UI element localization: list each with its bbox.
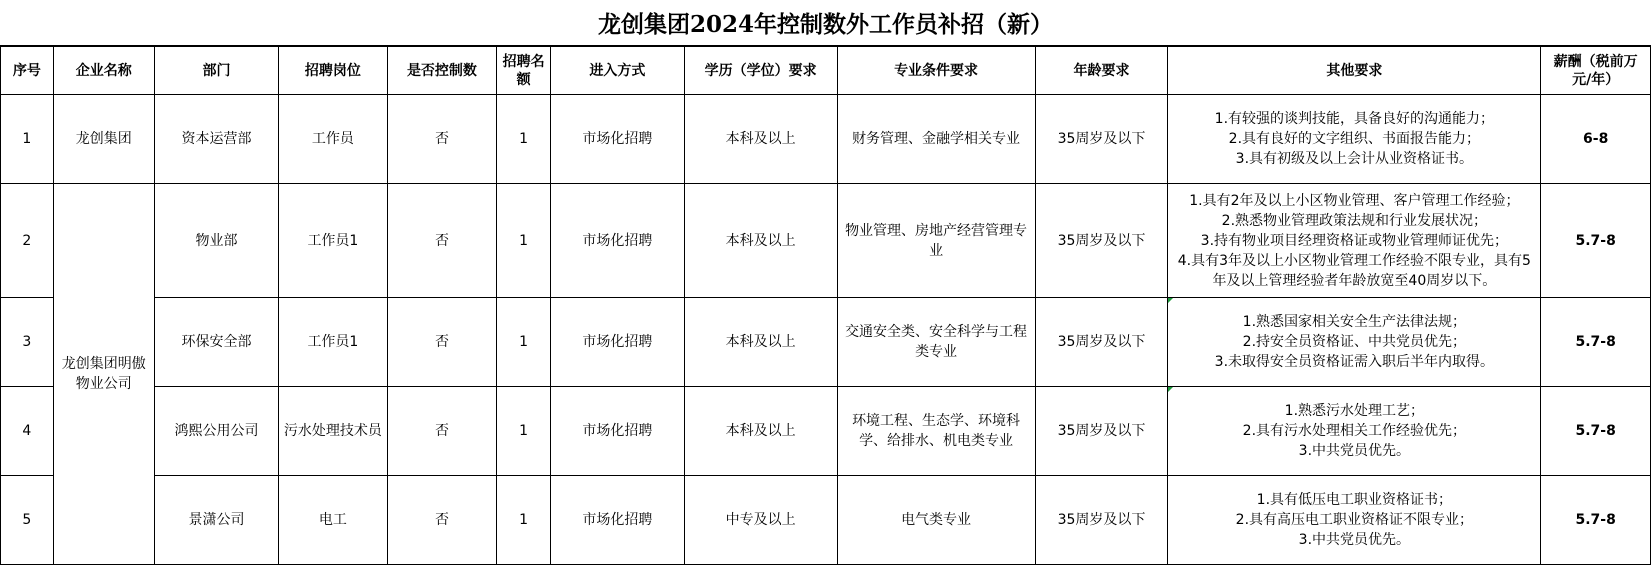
cell-control[interactable]: 否 xyxy=(387,95,497,184)
requirement-line: 1.有较强的谈判技能，具备良好的沟通能力； xyxy=(1214,111,1495,127)
cell-education[interactable]: 本科及以上 xyxy=(684,95,837,184)
cell-entry[interactable]: 市场化招聘 xyxy=(550,476,684,565)
cell-quota[interactable]: 1 xyxy=(497,298,551,387)
header-cell-dept[interactable]: 部门 xyxy=(154,47,278,95)
header-cell-quota[interactable]: 招聘名额 xyxy=(497,47,551,95)
cell-no[interactable]: 3 xyxy=(1,298,54,387)
cell-entry[interactable]: 市场化招聘 xyxy=(550,95,684,184)
header-cell-other[interactable]: 其他要求 xyxy=(1168,47,1541,95)
cell-age[interactable]: 35周岁及以下 xyxy=(1035,298,1168,387)
cell-entry[interactable]: 市场化招聘 xyxy=(550,184,684,298)
requirement-line: 4.具有3年及以上小区物业管理工作经验不限专业，具有5年及以上管理经验者年龄放宽至40周岁以下。 xyxy=(1177,252,1531,289)
cell-education[interactable]: 本科及以上 xyxy=(684,184,837,298)
cell-age[interactable]: 35周岁及以下 xyxy=(1035,95,1168,184)
cell-age[interactable]: 35周岁及以下 xyxy=(1035,476,1168,565)
header-cell-age[interactable]: 年龄要求 xyxy=(1035,47,1168,95)
cell-company[interactable]: 龙创集团 xyxy=(53,95,154,184)
header-cell-company[interactable]: 企业名称 xyxy=(53,47,154,95)
cell-education[interactable]: 本科及以上 xyxy=(684,387,837,476)
cell-quota[interactable]: 1 xyxy=(497,184,551,298)
cell-dept[interactable]: 环保安全部 xyxy=(154,298,278,387)
header-cell-no[interactable]: 序号 xyxy=(1,47,54,95)
comment-marker-icon xyxy=(1168,387,1173,392)
cell-quota[interactable]: 1 xyxy=(497,476,551,565)
cell-dept[interactable]: 资本运营部 xyxy=(154,95,278,184)
cell-age[interactable]: 35周岁及以下 xyxy=(1035,184,1168,298)
cell-position[interactable]: 工作员1 xyxy=(279,298,388,387)
header-cell-position[interactable]: 招聘岗位 xyxy=(279,47,388,95)
cell-control[interactable]: 否 xyxy=(387,387,497,476)
header-cell-salary[interactable]: 薪酬（税前万元/年） xyxy=(1541,47,1651,95)
header-row xyxy=(1,47,1651,95)
header-cell-entry[interactable]: 进入方式 xyxy=(550,47,684,95)
cell-position[interactable]: 电工 xyxy=(279,476,388,565)
cell-entry[interactable]: 市场化招聘 xyxy=(550,387,684,476)
cell-other[interactable] xyxy=(1168,184,1541,298)
cell-salary[interactable]: 5.7-8 xyxy=(1541,184,1651,298)
header-cell-education[interactable]: 学历（学位）要求 xyxy=(684,47,837,95)
cell-no[interactable]: 2 xyxy=(1,184,54,298)
cell-control[interactable]: 否 xyxy=(387,184,497,298)
table-row xyxy=(1,95,1651,184)
cell-control[interactable]: 否 xyxy=(387,476,497,565)
cell-no[interactable]: 4 xyxy=(1,387,54,476)
cell-control[interactable]: 否 xyxy=(387,298,497,387)
cell-no[interactable]: 1 xyxy=(1,95,54,184)
requirement-line: 3.中共党员优先。 xyxy=(1298,443,1411,459)
requirement-line: 1.熟悉国家相关安全生产法律法规； xyxy=(1242,314,1467,330)
requirement-line: 2.具有污水处理相关工作经验优先； xyxy=(1242,423,1467,439)
cell-major[interactable]: 电气类专业 xyxy=(837,476,1035,565)
requirement-line: 3.持有物业项目经理资格证或物业管理师证优先； xyxy=(1200,232,1509,249)
recruitment-table xyxy=(0,46,1651,565)
cell-major[interactable]: 交通安全类、安全科学与工程类专业 xyxy=(837,298,1035,387)
requirement-line: 1.具有低压电工职业资格证书； xyxy=(1256,492,1453,508)
table-row xyxy=(1,298,1651,387)
cell-position[interactable]: 工作员1 xyxy=(279,184,388,298)
requirement-line: 3.未取得安全员资格证需入职后半年内取得。 xyxy=(1214,354,1495,370)
cell-position[interactable]: 工作员 xyxy=(279,95,388,184)
cell-dept[interactable]: 物业部 xyxy=(154,184,278,298)
cell-salary[interactable]: 5.7-8 xyxy=(1541,476,1651,565)
cell-other[interactable] xyxy=(1168,476,1541,565)
cell-position[interactable]: 污水处理技术员 xyxy=(279,387,388,476)
cell-major[interactable]: 物业管理、房地产经营管理专业 xyxy=(837,184,1035,298)
cell-age[interactable]: 35周岁及以下 xyxy=(1035,387,1168,476)
requirement-line: 2.具有高压电工职业资格证不限专业； xyxy=(1235,512,1474,528)
requirement-line: 2.熟悉物业管理政策法规和行业发展状况； xyxy=(1221,212,1488,229)
page-title: 龙创集团2024年控制数外工作员补招（新） xyxy=(0,0,1651,46)
cell-education[interactable]: 中专及以上 xyxy=(684,476,837,565)
cell-quota[interactable]: 1 xyxy=(497,387,551,476)
table-row xyxy=(1,476,1651,565)
comment-marker-icon xyxy=(1168,298,1173,303)
cell-entry[interactable]: 市场化招聘 xyxy=(550,298,684,387)
header-cell-control[interactable]: 是否控制数 xyxy=(387,47,497,95)
requirement-line: 1.熟悉污水处理工艺； xyxy=(1284,403,1425,419)
cell-no[interactable]: 5 xyxy=(1,476,54,565)
cell-quota[interactable]: 1 xyxy=(497,95,551,184)
cell-other[interactable] xyxy=(1168,387,1541,476)
table-row xyxy=(1,184,1651,298)
table-row xyxy=(1,387,1651,476)
requirement-line: 3.具有初级及以上会计从业资格证书。 xyxy=(1235,151,1474,167)
cell-dept[interactable]: 景潇公司 xyxy=(154,476,278,565)
requirement-line: 1.具有2年及以上小区物业管理、客户管理工作经验； xyxy=(1189,192,1520,209)
cell-education[interactable]: 本科及以上 xyxy=(684,298,837,387)
header-cell-major[interactable]: 专业条件要求 xyxy=(837,47,1035,95)
requirement-line: 2.持安全员资格证、中共党员优先； xyxy=(1242,334,1467,350)
cell-salary[interactable]: 5.7-8 xyxy=(1541,387,1651,476)
cell-other[interactable] xyxy=(1168,298,1541,387)
cell-salary[interactable]: 5.7-8 xyxy=(1541,298,1651,387)
requirement-line: 2.具有良好的文字组织、书面报告能力； xyxy=(1228,131,1481,147)
cell-major[interactable]: 环境工程、生态学、环境科学、给排水、机电类专业 xyxy=(837,387,1035,476)
cell-other[interactable] xyxy=(1168,95,1541,184)
cell-dept[interactable]: 鸿熙公用公司 xyxy=(154,387,278,476)
cell-major[interactable]: 财务管理、金融学相关专业 xyxy=(837,95,1035,184)
requirement-line: 3.中共党员优先。 xyxy=(1298,532,1411,548)
cell-salary[interactable]: 6-8 xyxy=(1541,95,1651,184)
cell-company-merged[interactable]: 龙创集团明傲物业公司 xyxy=(53,184,154,565)
